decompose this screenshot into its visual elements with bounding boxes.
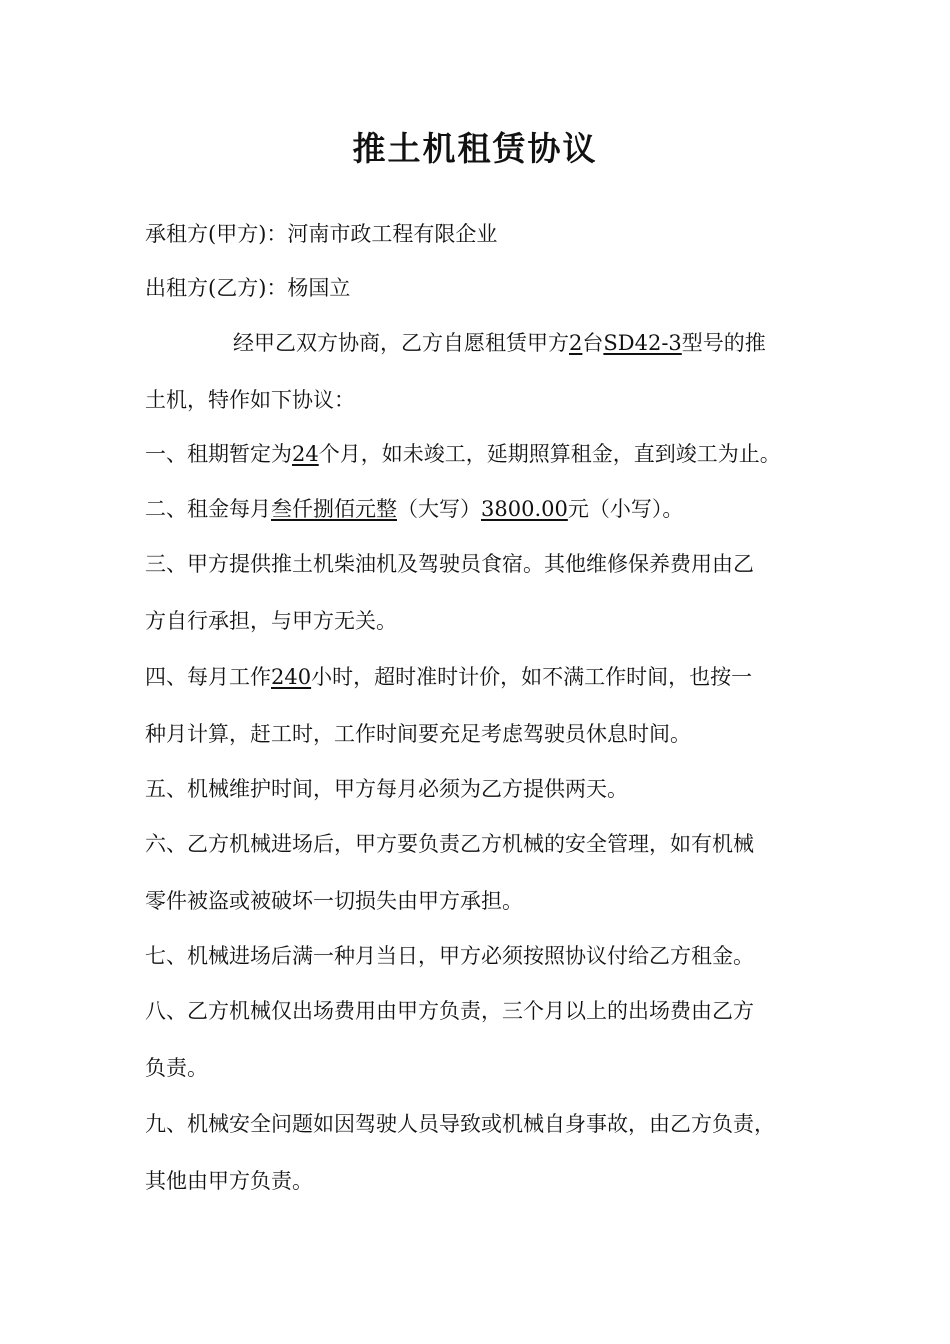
clause-6-line-2: 零件被盗或被破坏一切损失由甲方承担。 — [145, 889, 523, 913]
clause-1-months: 24 — [292, 442, 319, 466]
clause-3-line-1: 三、甲方提供推土机柴油机及驾驶员食宿。其他维修保养费用由乙 — [145, 552, 754, 576]
clause-9-line-1: 九、机械安全问题如因驾驶人员导致或机械自身事故，由乙方负责， — [145, 1112, 775, 1136]
clause-4-hours: 240 — [271, 665, 312, 689]
lessee-line: 承租方(甲方)：河南市政工程有限企业 — [145, 222, 498, 246]
clause-2-text-b: （大写） — [397, 497, 481, 521]
clause-2-amount-number: 3800.00 — [481, 497, 568, 521]
clause-4-text-b: 小时，超时准时计价，如不满工作时间，也按一 — [311, 665, 753, 689]
clause-1-text-b: 个月，如未竣工，延期照算租金，直到竣工为止。 — [318, 442, 781, 466]
intro-line-2: 土机，特作如下协议： — [145, 388, 355, 412]
clause-8-line-2: 负责。 — [145, 1056, 208, 1080]
clause-4-line-1 — [145, 661, 752, 693]
intro-quantity: 2 — [569, 331, 583, 355]
intro-text-c: 型号的推 — [681, 331, 766, 355]
intro-line-1 — [233, 327, 766, 359]
intro-text-b: 台 — [582, 331, 604, 355]
lessor-line: 出租方(乙方)：杨国立 — [145, 276, 351, 300]
clause-9-line-2: 其他由甲方负责。 — [145, 1169, 313, 1193]
clause-2-amount-words: 叁仟捌佰元整 — [271, 497, 397, 521]
clause-2-text-c: 元（小写）。 — [567, 497, 684, 521]
clause-7: 七、机械进场后满一种月当日，甲方必须按照协议付给乙方租金。 — [145, 944, 754, 968]
clause-4-text-a: 四、每月工作 — [145, 665, 271, 689]
clause-1-text-a: 一、租期暂定为 — [145, 442, 292, 466]
document-title: 推土机租赁协议 — [352, 129, 598, 168]
clause-5: 五、机械维护时间，甲方每月必须为乙方提供两天。 — [145, 777, 628, 801]
clause-4-line-2: 种月计算，赶工时，工作时间要充足考虑驾驶员休息时间。 — [145, 722, 691, 746]
intro-text-a: 经甲乙双方协商，乙方自愿租赁甲方 — [233, 331, 569, 355]
clause-3-line-2: 方自行承担，与甲方无关。 — [145, 609, 397, 633]
clause-8-line-1: 八、乙方机械仅出场费用由甲方负责，三个月以上的出场费由乙方 — [145, 999, 754, 1023]
clause-2-text-a: 二、租金每月 — [145, 497, 271, 521]
clause-2 — [145, 493, 683, 525]
intro-model: SD42-3 — [603, 331, 682, 355]
clause-6-line-1: 六、乙方机械进场后，甲方要负责乙方机械的安全管理，如有机械 — [145, 832, 754, 856]
clause-1 — [145, 438, 781, 470]
